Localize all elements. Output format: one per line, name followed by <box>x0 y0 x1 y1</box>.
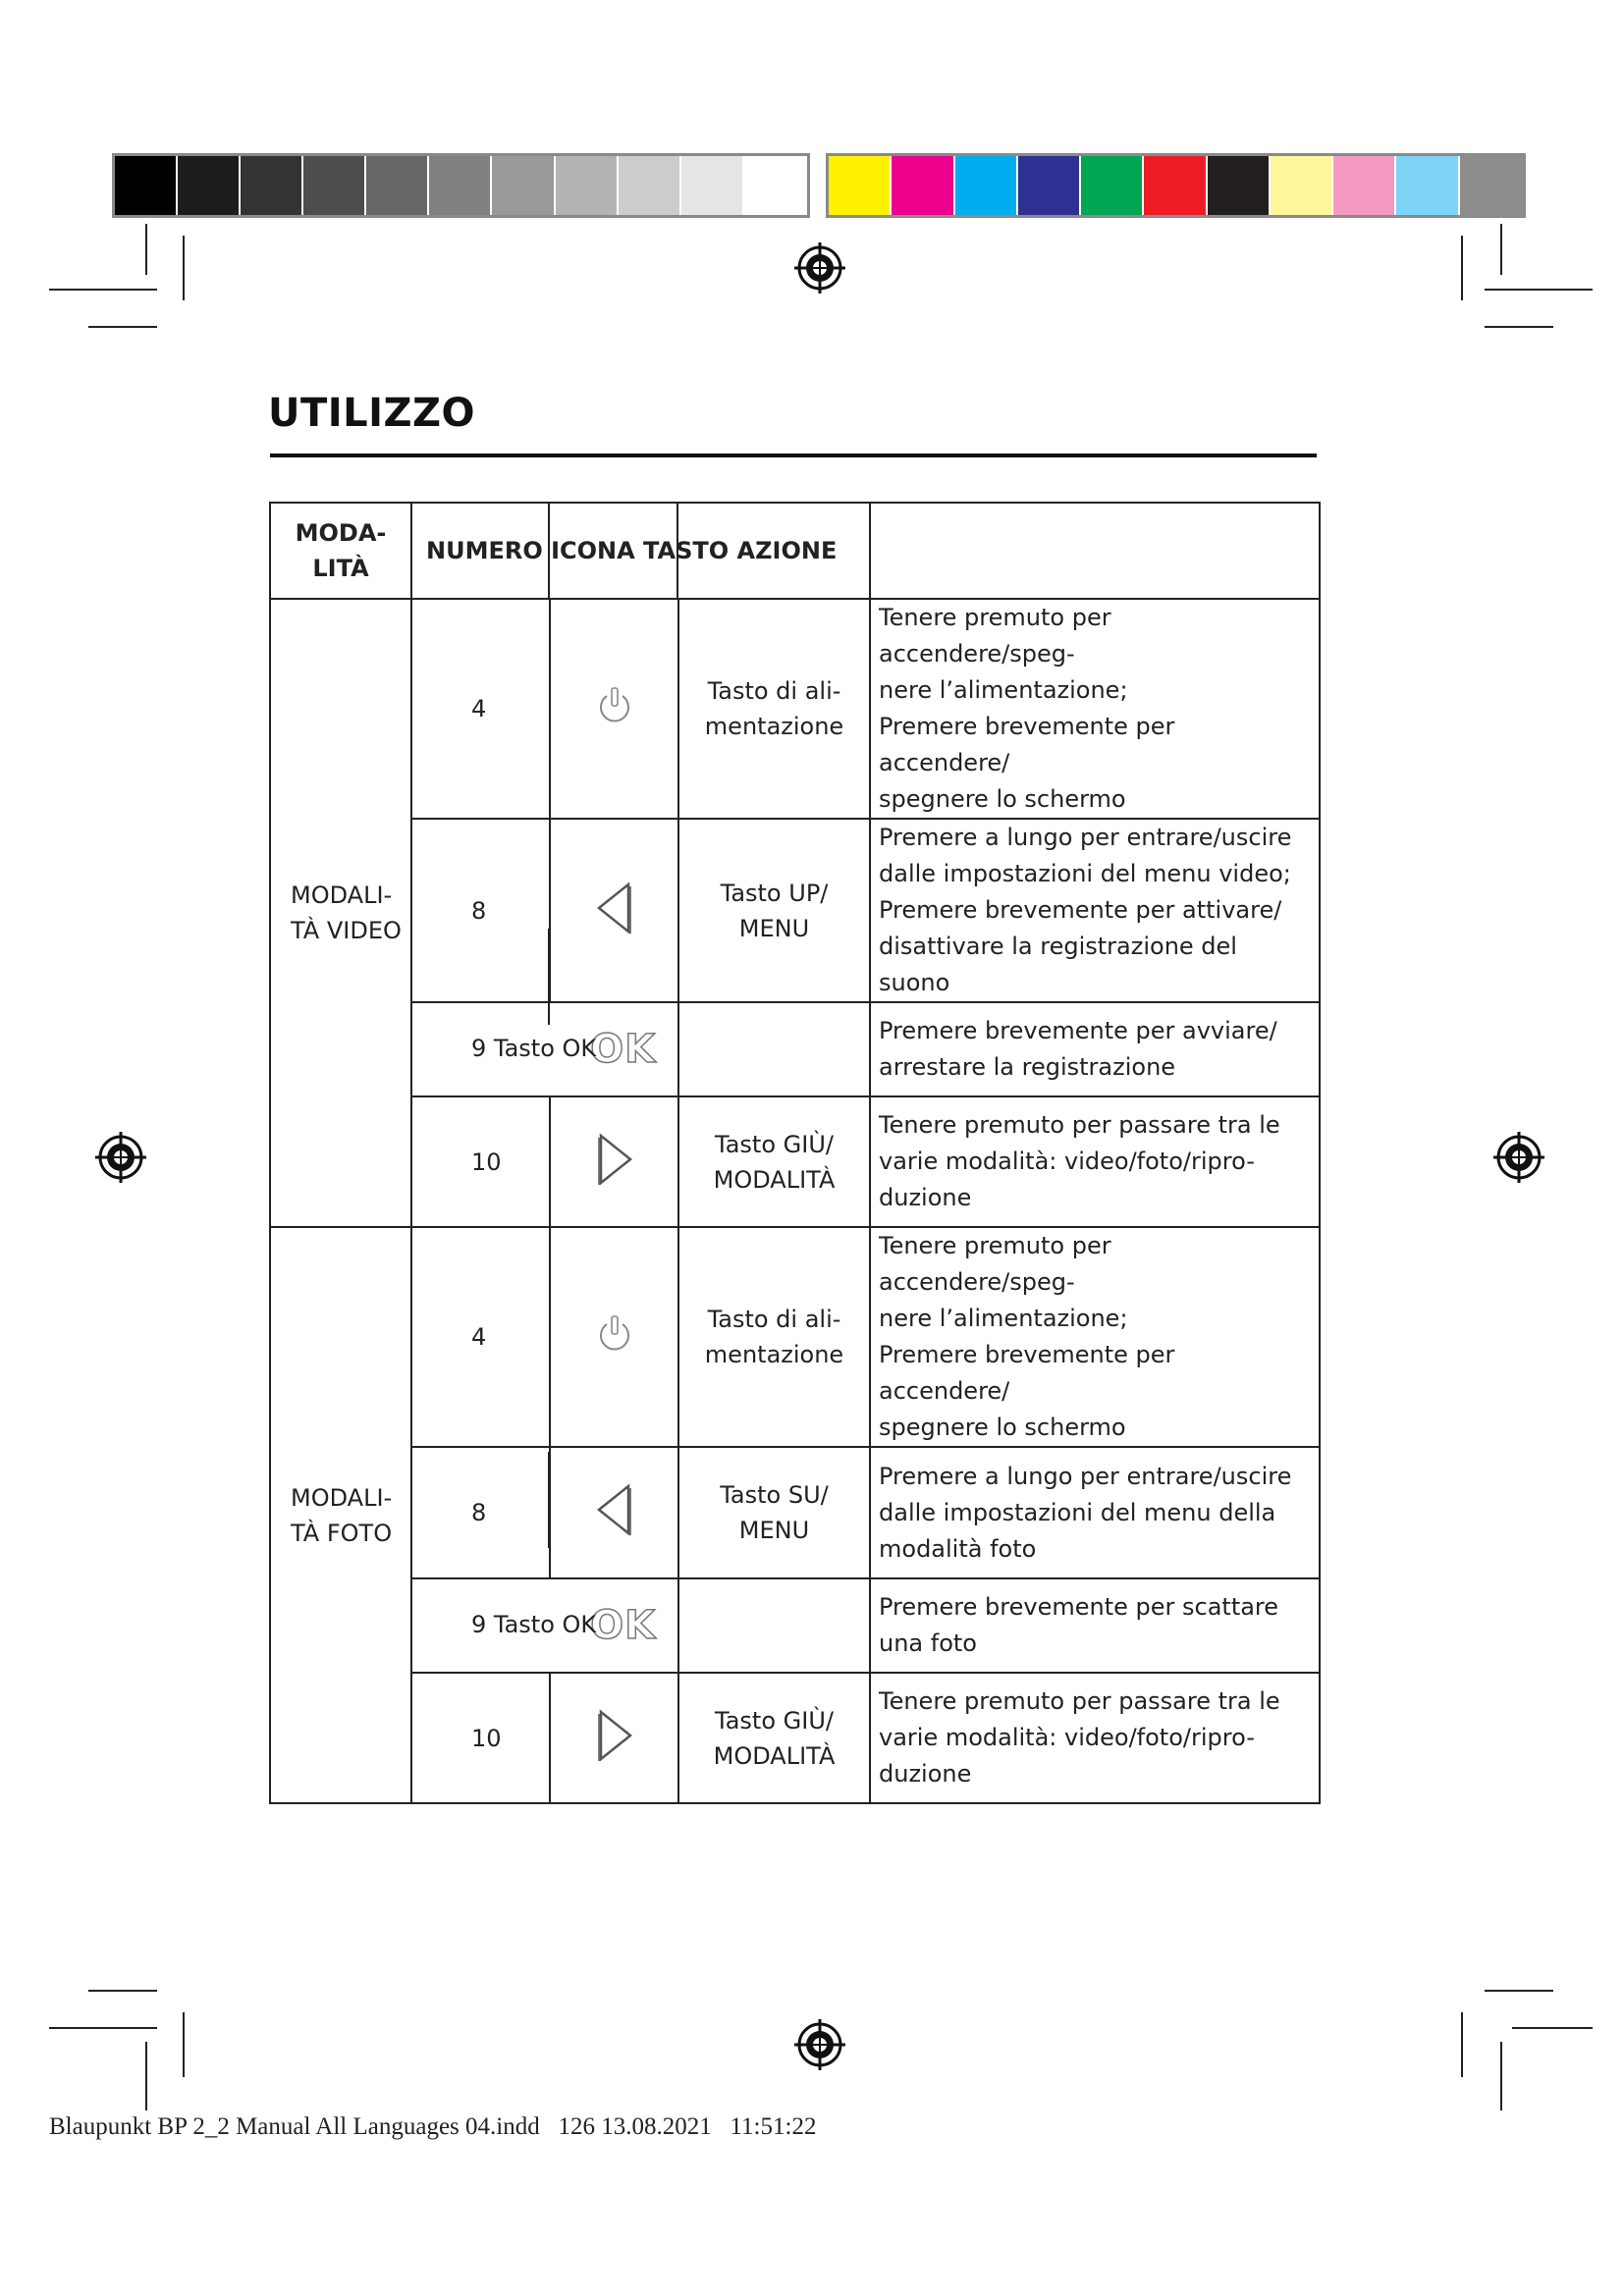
power-icon <box>550 599 678 819</box>
gray-swatch <box>619 156 681 215</box>
key-action <box>870 819 1320 1002</box>
mode-foto-label: MODALI- TÀ FOTO <box>291 1483 393 1547</box>
key-name <box>678 819 870 1002</box>
key-action-text: Premere brevemente per scattare una foto <box>879 1593 1279 1657</box>
header-columns-label: NUMERO ICONA TASTO AZIONE <box>426 537 838 564</box>
key-action-text: Premere brevemente per avviare/ arrestare la registrazione <box>879 1017 1277 1081</box>
ok-row-divider-line <box>548 1452 550 1548</box>
table-row <box>270 1096 1320 1227</box>
mode-video-label: MODALI- TÀ VIDEO <box>291 881 402 944</box>
table-row <box>270 1447 1320 1578</box>
table-row <box>270 1002 1320 1096</box>
color-swatch <box>1018 156 1081 215</box>
crop-mark <box>1485 1990 1553 1992</box>
key-action <box>870 599 1320 819</box>
ok-icon: OK <box>590 1603 657 1648</box>
crop-mark <box>1485 289 1593 291</box>
crop-mark <box>88 1990 157 1992</box>
mode-video <box>270 599 411 1227</box>
arrow-left-icon <box>593 881 636 935</box>
header-columns <box>411 503 870 599</box>
arrow-right-icon <box>550 1096 678 1227</box>
key-name <box>678 1096 870 1227</box>
key-name-label: Tasto GIÙ/ MODALITÀ <box>713 1706 836 1770</box>
table-row <box>270 1578 1320 1673</box>
gray-swatch <box>681 156 744 215</box>
empty-cell <box>678 1578 870 1673</box>
gray-swatch <box>303 156 366 215</box>
color-swatch <box>1396 156 1459 215</box>
table-header-row <box>270 503 1320 599</box>
header-mode <box>270 503 411 599</box>
header-empty-cell <box>870 503 1320 599</box>
key-action-text: Tenere premuto per passare tra le varie modalità: video/foto/ripro- duzione <box>879 1687 1280 1788</box>
key-number: 4 <box>411 599 550 819</box>
crop-mark <box>145 2042 147 2110</box>
key-name <box>678 1227 870 1447</box>
arrow-left-icon <box>593 1482 636 1537</box>
key-number: 10 <box>411 1673 550 1803</box>
ok-icon: OK <box>590 1027 657 1072</box>
arrow-left-icon <box>550 1447 678 1578</box>
mode-foto <box>270 1227 411 1803</box>
registration-mark-icon <box>793 2018 846 2071</box>
gray-swatch <box>241 156 303 215</box>
key-action <box>870 1447 1320 1578</box>
key-name <box>678 1673 870 1803</box>
crop-mark <box>1500 2042 1502 2110</box>
color-swatch <box>1460 156 1523 215</box>
key-action-text: Tenere premuto per accendere/speg- nere l’alimentazione; Premere brevemente per accendere/ spegnere lo schermo <box>879 604 1175 813</box>
arrow-right-icon <box>550 1673 678 1803</box>
gray-swatch <box>556 156 619 215</box>
crop-mark <box>1485 326 1553 328</box>
power-icon <box>550 1227 678 1447</box>
crop-mark <box>1461 2012 1463 2077</box>
registration-mark-icon <box>1492 1131 1545 1184</box>
header-mode-label: MODA- LITÀ <box>295 519 387 582</box>
key-number: 4 <box>411 1227 550 1447</box>
table-row <box>270 599 1320 819</box>
crop-mark <box>49 289 157 291</box>
key-action <box>870 1673 1320 1803</box>
key-number: 10 <box>411 1096 550 1227</box>
key-number: 8 <box>411 819 550 1002</box>
arrow-left-icon <box>550 819 678 1002</box>
color-swatch <box>1081 156 1144 215</box>
key-name-label: Tasto GIÙ/ MODALITÀ <box>713 1130 836 1194</box>
key-action <box>870 1227 1320 1447</box>
page-title: UTILIZZO <box>268 391 476 436</box>
registration-mark-icon <box>793 241 846 294</box>
table-row <box>270 819 1320 1002</box>
key-name <box>678 1447 870 1578</box>
table-row <box>270 1227 1320 1447</box>
color-swatch <box>1333 156 1396 215</box>
power-icon <box>593 684 636 727</box>
color-calibration-bar <box>826 153 1526 218</box>
gray-swatch <box>178 156 241 215</box>
color-swatch <box>955 156 1018 215</box>
gray-swatch <box>429 156 492 215</box>
ok-key-cell <box>411 1002 678 1096</box>
key-action <box>870 1096 1320 1227</box>
color-swatch <box>1271 156 1333 215</box>
crop-mark <box>183 236 185 300</box>
ok-key-label: 9 Tasto OK <box>471 1035 597 1062</box>
ok-key-label: 9 Tasto OK <box>471 1611 597 1638</box>
key-name-label: Tasto SU/ MENU <box>720 1481 829 1544</box>
gray-swatch <box>492 156 555 215</box>
usage-table <box>269 502 1319 1804</box>
ok-row-divider-line <box>548 929 550 1025</box>
color-swatch <box>892 156 954 215</box>
gray-swatch <box>744 156 807 215</box>
key-action <box>870 1578 1320 1673</box>
ok-key-cell <box>411 1578 678 1673</box>
empty-cell <box>678 1002 870 1096</box>
crop-mark <box>1461 236 1463 300</box>
key-action <box>870 1002 1320 1096</box>
key-number: 8 <box>411 1447 550 1578</box>
color-swatch <box>829 156 892 215</box>
power-icon <box>593 1312 636 1356</box>
crop-mark <box>49 2027 157 2029</box>
crop-mark <box>145 224 147 275</box>
key-name <box>678 599 870 819</box>
key-action-text: Premere a lungo per entrare/uscire dalle impostazioni del menu della modalità foto <box>879 1462 1292 1563</box>
title-rule <box>270 454 1317 457</box>
crop-mark <box>1512 2027 1593 2029</box>
crop-mark <box>1500 224 1502 275</box>
grayscale-calibration-bar <box>112 153 810 218</box>
crop-mark <box>183 2012 185 2077</box>
arrow-right-icon <box>593 1708 636 1763</box>
key-action-text: Tenere premuto per accendere/speg- nere l’alimentazione; Premere brevemente per accendere/ spegnere lo schermo <box>879 1232 1175 1441</box>
crop-mark <box>88 326 157 328</box>
key-action-text: Premere a lungo per entrare/uscire dalle impostazioni del menu video; Premere brevemente per attivare/ disattivare la registrazione del suono <box>879 824 1292 996</box>
gray-swatch <box>366 156 429 215</box>
gray-swatch <box>115 156 178 215</box>
registration-mark-icon <box>94 1131 147 1184</box>
key-name-label: Tasto di ali- mentazione <box>704 677 844 740</box>
key-name-label: Tasto di ali- mentazione <box>704 1306 844 1368</box>
color-swatch <box>1144 156 1207 215</box>
color-swatch <box>1208 156 1271 215</box>
print-slug: Blaupunkt BP 2_2 Manual All Languages 04.indd 126 13.08.2021 11:51:22 <box>49 2113 817 2140</box>
key-name-label: Tasto UP/ MENU <box>720 879 829 942</box>
table-row <box>270 1673 1320 1803</box>
key-action-text: Tenere premuto per passare tra le varie modalità: video/foto/ripro- duzione <box>879 1111 1280 1211</box>
arrow-right-icon <box>593 1132 636 1187</box>
